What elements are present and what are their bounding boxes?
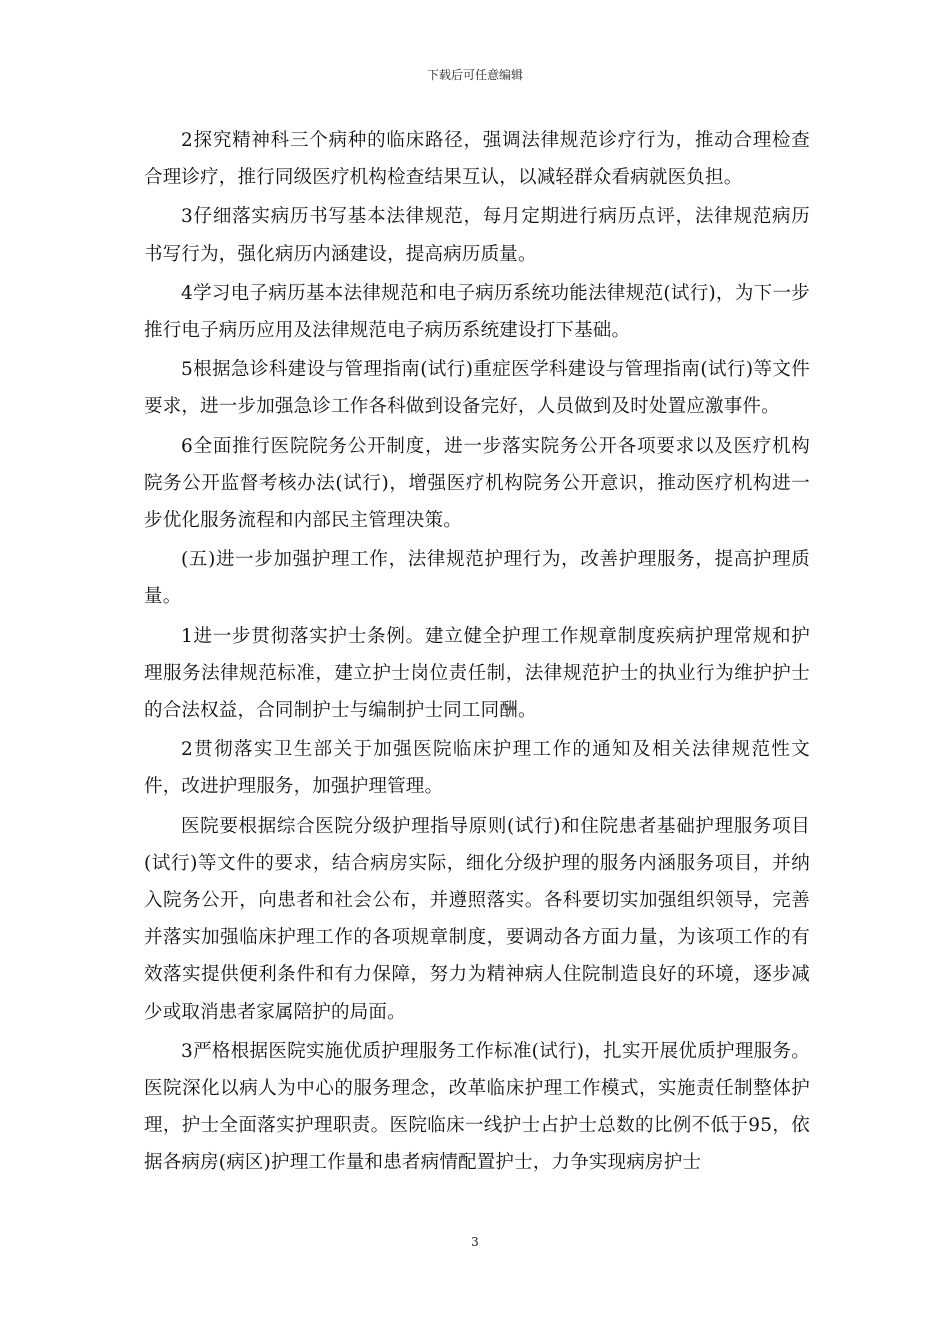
paragraph: 2探究精神科三个病种的临床路径，强调法律规范诊疗行为，推动合理检查合理诊疗，推行同级医疗机构检查结果互认，以减轻群众看病就医负担。 (144, 130, 810, 189)
paragraph: 4学习电子病历基本法律规范和电子病历系统功能法律规范(试行)，为下一步推行电子病历应用及法律规范电子病历系统建设打下基础。 (144, 282, 810, 342)
paragraph: 2贯彻落实卫生部关于加强医院临床护理工作的通知及相关法律规范性文件，改进护理服务，加强护理管理。 (144, 739, 810, 798)
section-heading: (五)进一步加强护理工作，法律规范护理行为，改善护理服务，提高护理质量。 (144, 549, 810, 608)
paragraph: 1进一步贯彻落实护士条例。建立健全护理工作规章制度疾病护理常规和护理服务法律规范标准，建立护士岗位责任制，法律规范护士的执业行为维护护士的合法权益，合同制护士与编制护士同工同酬。 (144, 625, 810, 722)
paragraph: 5根据急诊科建设与管理指南(试行)重症医学科建设与管理指南(试行)等文件要求，进一步加强急诊工作各科做到设备完好，人员做到及时处置应激事件。 (144, 359, 810, 418)
paragraph: 3严格根据医院实施优质护理服务工作标准(试行)，扎实开展优质护理服务。医院深化以病人为中心的服务理念，改革临床护理工作模式，实施责任制整体护理，护士全面落实护理职责。医院临床一线护士占护士总数的比例不低于95，依据各病房(病区)护理工作量和患者病情配置护士，力争实现病房护士 (144, 1040, 810, 1174)
paragraph: 医院要根据综合医院分级护理指导原则(试行)和住院患者基础护理服务项目(试行)等文件的要求，结合病房实际，细化分级护理的服务内涵服务项目，并纳入院务公开，向患者和社会公布，并遵照落实。各科要切实加强组织领导，完善并落实加强临床护理工作的各项规章制度，要调动各方面力量，为该项工作的有效落实提供便利条件和有力保障，努力为精神病人住院制造良好的环境，逐步减少或取消患者家属陪护的局面。 (144, 815, 810, 1023)
paragraph: 3仔细落实病历书写基本法律规范，每月定期进行病历点评，法律规范病历书写行为，强化病历内涵建设，提高病历质量。 (144, 206, 810, 265)
page-header: 下载后可任意编辑 (426, 68, 523, 82)
paragraph: 6全面推行医院院务公开制度，进一步落实院务公开各项要求以及医疗机构院务公开监督考核办法(试行)，增强医疗机构院务公开意识，推动医疗机构进一步优化服务流程和内部民主管理决策。 (144, 435, 810, 532)
page-number: 3 (471, 1235, 479, 1249)
document-body (144, 122, 810, 1184)
